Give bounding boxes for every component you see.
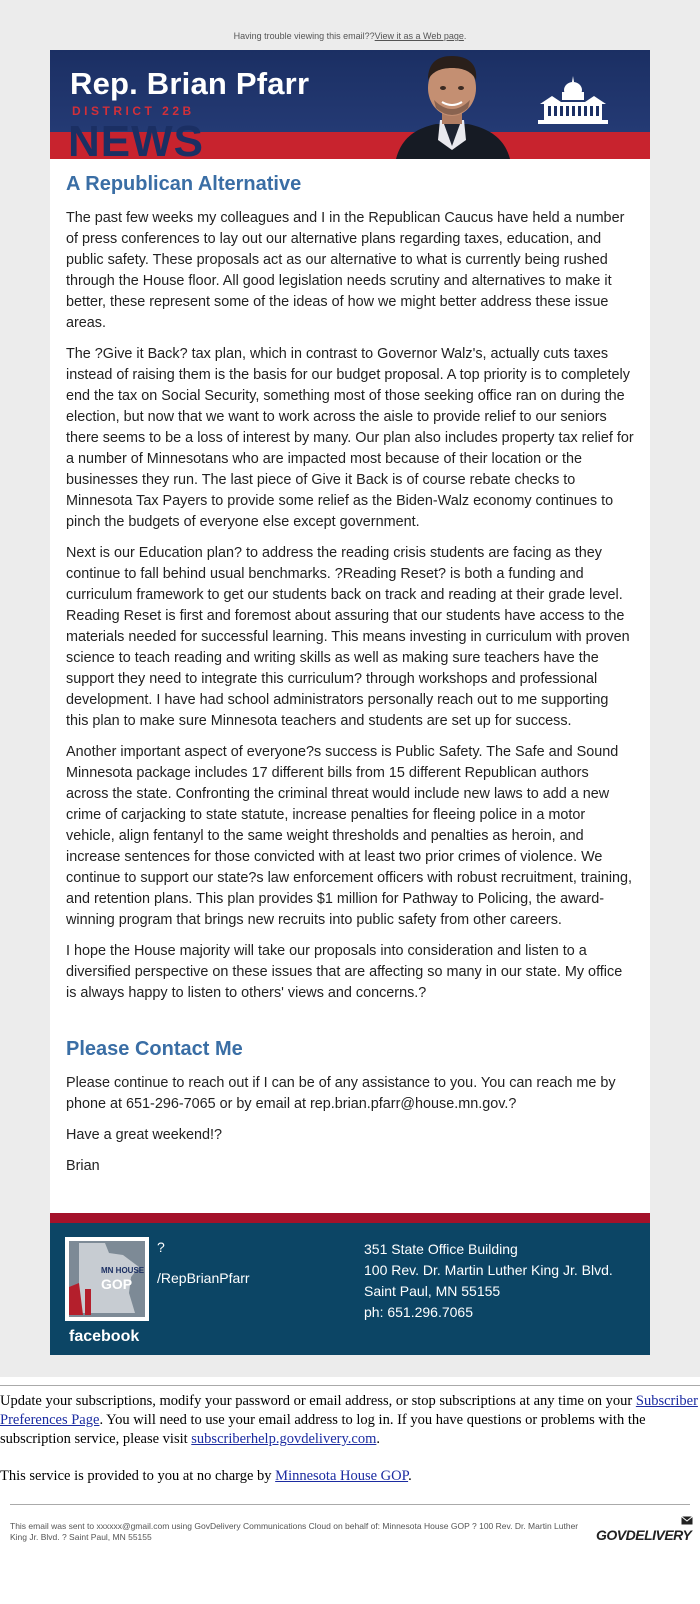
minnesota-house-gop-link[interactable]: Minnesota House GOP <box>275 1468 409 1484</box>
subscription-footer <box>0 1385 700 1555</box>
view-web-page-link[interactable]: View it as a Web page <box>374 31 464 41</box>
article-title-contact: Please Contact Me <box>66 1038 243 1060</box>
facebook-wordmark: facebook <box>69 1328 140 1345</box>
capitol-icon <box>538 74 608 128</box>
office-address <box>364 1239 613 1323</box>
svg-text:GOP: GOP <box>101 1276 133 1292</box>
preheader-text: Having trouble viewing this email?? <box>233 31 375 41</box>
footer-placeholder-char: ? <box>157 1239 165 1255</box>
article-paragraph: The ?Give it Back? tax plan, which in contrast to Governor Walz's, actually cuts taxes instead of raising them is the basis for our budget proposal. A top priority is to completely end the tax on Social Security, something most of those seeking office ran on during the election, but now that we want to work across the aisle to provide relief to our seniors there seems to be a loss of interest by many. Our plan also includes property tax relief for a number of Minnesotans who are impacted most because of their location or the businesses they run. The last piece of Give it Back is of course rebate checks to Minnesota Tax Payers to provide some relief as the Biden-Walz economy continues to pinch the budgets of everyone else except government. <box>66 346 634 530</box>
footer-accent-bar <box>50 1213 650 1223</box>
address-line: 100 Rev. Dr. Martin Luther King Jr. Blvd. <box>364 1262 613 1278</box>
subscriber-preferences-link[interactable]: Subscriber Preferences Page <box>0 1393 698 1428</box>
phone-line: ph: 651.296.7065 <box>364 1304 473 1320</box>
representative-photo <box>388 50 516 159</box>
article-paragraph: Next is our Education plan? to address the reading crisis students are facing as they continue to fall behind usual benchmarks. ?Reading Reset? is both a funding and curriculum framework to get our students back on track and reading at their grade level. Reading Reset is first and foremost about assuring that our students have access to the materials needed for successful learning. This means investing in curriculum with proven science to teach reading and writing skills as well as making sure teachers have the support they need to integrate this curriculum? through workshops and professional development. I have had school administrators personally reach out to me supporting this plan to make sure Minnesota teachers and students are set up for success. <box>66 545 630 729</box>
preheader: Having trouble viewing this email??View it as a Web page. <box>233 31 467 41</box>
closing-line: Have a great weekend!? <box>66 1127 222 1143</box>
service-provider-notice: This service is provided to you at no charge by Minnesota House GOP. <box>0 1468 412 1484</box>
govdelivery-logo[interactable]: GOVDELIVERY <box>596 1527 692 1543</box>
email-body <box>50 50 650 1355</box>
sent-to-notice: This email was sent to xxxxxx@gmail.com using GovDelivery Communications Cloud on behalf of: Minnesota House GOP ? 100 Rev. Dr. Martin Luther King Jr. Blvd. ? Saint Paul, MN 55155 <box>10 1521 579 1542</box>
subscriber-help-link[interactable]: subscriberhelp.govdelivery.com <box>191 1431 377 1447</box>
article-paragraph: The past few weeks my colleagues and I in the Republican Caucus have held a number of press conferences to lay out our alternative plans regarding taxes, education, and public safety. These proposals act as our alternative to what is currently being rushed through the House floor. All good legislation needs scrutiny and alternatives to make it better, these represent some of the ideas of how we might better address these issue areas. <box>66 210 625 331</box>
news-wordmark: NEWS <box>68 117 204 159</box>
contact-footer <box>50 1223 650 1355</box>
article-paragraph: Another important aspect of everyone?s success is Public Safety. The Safe and Sound Minnesota package includes 17 different bills from 15 different Republican authors across the state. Confronting the criminal threat would include new laws to add a new crime of carjacking to state statute, increase penalties for fleeing police in a motor vehicle, align fentanyl to the same weight thresholds and penalties as heroin, and increase sentences for those convicted with at least two prior crimes of violence. We continue to support our state?s law enforcement officers with robust recruitment, training, and retention plans. This plan provides $1 million for Pathway to Policing, the award-winning program that brings new recruits into public safety from other careers. <box>66 744 633 928</box>
main-content <box>50 159 650 1213</box>
house-gop-facebook-logo[interactable] <box>65 1237 149 1347</box>
address-line: Saint Paul, MN 55155 <box>364 1283 501 1299</box>
article-title-alternative: A Republican Alternative <box>66 173 302 195</box>
district-label: DISTRICT 22B <box>72 104 195 118</box>
article-paragraph: I hope the House majority will take our proposals into consideration and listen to a diversified perspective on these issues that are affecting so many in our state. My office is always happy to listen to others' views and concerns.? <box>66 943 623 1001</box>
envelope-icon <box>681 1516 693 1525</box>
govdelivery-footer <box>0 1505 700 1555</box>
header-banner <box>50 50 650 159</box>
contact-paragraph: Please continue to reach out if I can be of any assistance to you. You can reach me by phone at 651-296-7065 or by email at rep.brian.pfarr@house.mn.gov.? <box>66 1075 616 1112</box>
logo-text: MN HOUSE <box>101 1266 145 1275</box>
address-line: 351 State Office Building <box>364 1241 518 1257</box>
facebook-handle[interactable]: /RepBrianPfarr <box>157 1270 250 1286</box>
signature: Brian <box>66 1158 100 1174</box>
subscription-notice: Update your subscriptions, modify your password or email address, or stop subscriptions at any time on your Subscriber Preferences Page. You will need to use your email address to log in. If you have questions or problems with the subscription service, please visit subscriberhelp.govdelivery.com. <box>0 1393 698 1447</box>
representative-name: Rep. Brian Pfarr <box>70 66 310 101</box>
